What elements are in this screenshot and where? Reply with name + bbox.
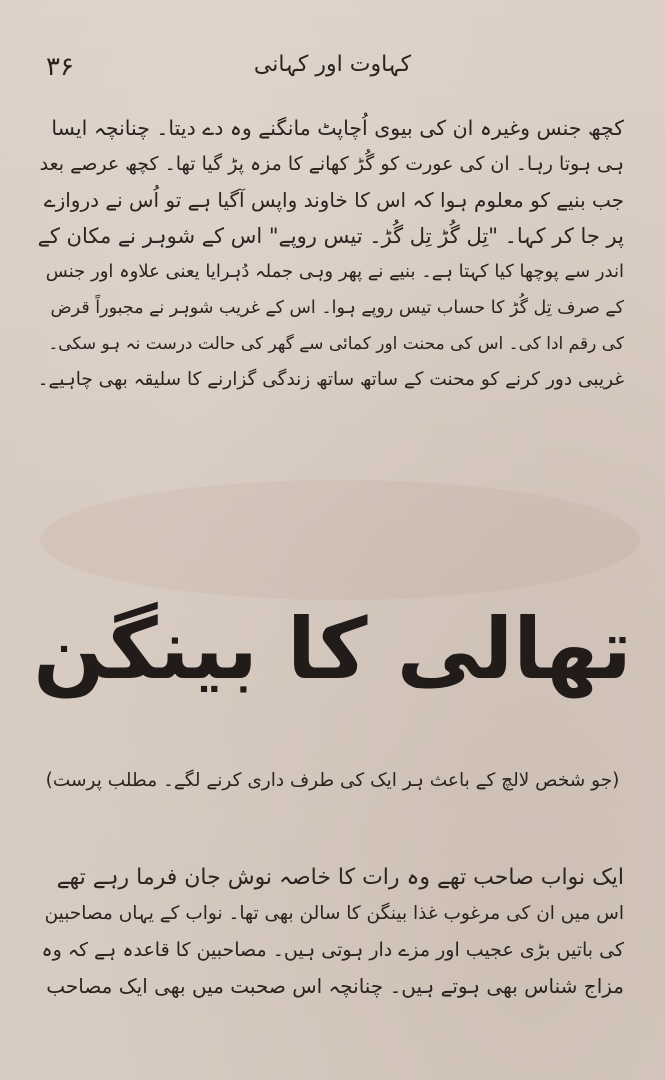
text-line: کی باتیں بڑی عجیب اور مزے دار ہوتی ہیں۔ مصاحبین کا قاعدہ ہے کہ وہ	[41, 939, 624, 961]
text-line: پر جا کر کہا۔ "تِل گُڑ تِل گُڑ۔ تیس روپے" اس کے شوہر نے مکان کے	[38, 224, 624, 248]
paper-stain	[40, 480, 640, 600]
page-header	[40, 52, 625, 92]
text-line: کچھ جنس وغیرہ ان کی بیوی اُچاپٹ مانگنے وہ دے دیتا۔ چنانچہ ایسا	[51, 116, 624, 140]
text-line: مزاج شناس بھی ہوتے ہیں۔ چنانچہ اس صحبت میں بھی ایک مصاحب	[46, 974, 624, 998]
text-line: غریبی دور کرنے کو محنت کے ساتھ ساتھ زندگی گزارنے کا سلیقہ بھی چاہیے۔	[38, 369, 624, 390]
text-line: جب بنیے کو معلوم ہوا کہ اس کا خاوند واپس آگیا ہے تو اُس نے دروازے	[43, 188, 624, 212]
text-line: اس میں ان کی مرغوب غذا بینگن کا سالن بھی تھا۔ نواب کے یہاں مصاحبین	[44, 903, 624, 924]
paragraph-1	[38, 110, 624, 398]
text-line: ہی ہوتا رہا۔ ان کی عورت کو گُڑ کھانے کا مزہ پڑ گیا تھا۔ کچھ عرصے بعد	[39, 153, 624, 175]
running-title: کہاوت اور کہانی	[253, 52, 412, 77]
story-subtitle: (جو شخص لالچ کے باعث ہر ایک کی طرف داری کرنے لگے۔ مطلب پرست)	[45, 770, 620, 791]
text-line: ایک نواب صاحب تھے وہ رات کا خاصہ نوش جان فرما رہے تھے	[56, 865, 624, 890]
text-line: کی رقم ادا کی۔ اس کی محنت اور کمائی سے گھر کی حالت درست نہ ہو سکی۔	[48, 334, 624, 354]
text-line: کے صرف تِل گُڑ کا حساب تیس روپے ہوا۔ اس کے غریب شوہر نے مجبوراً قرض	[50, 298, 624, 318]
story-title: تھالی کا بینگن	[33, 600, 632, 698]
page-number: ۳۶	[46, 52, 74, 82]
text-line: اندر سے پوچھا کیا کہتا ہے۔ بنیے نے پھر وہی جملہ دُہرایا یعنی علاوہ اور جنس	[45, 261, 624, 282]
paragraph-2	[38, 860, 624, 1004]
